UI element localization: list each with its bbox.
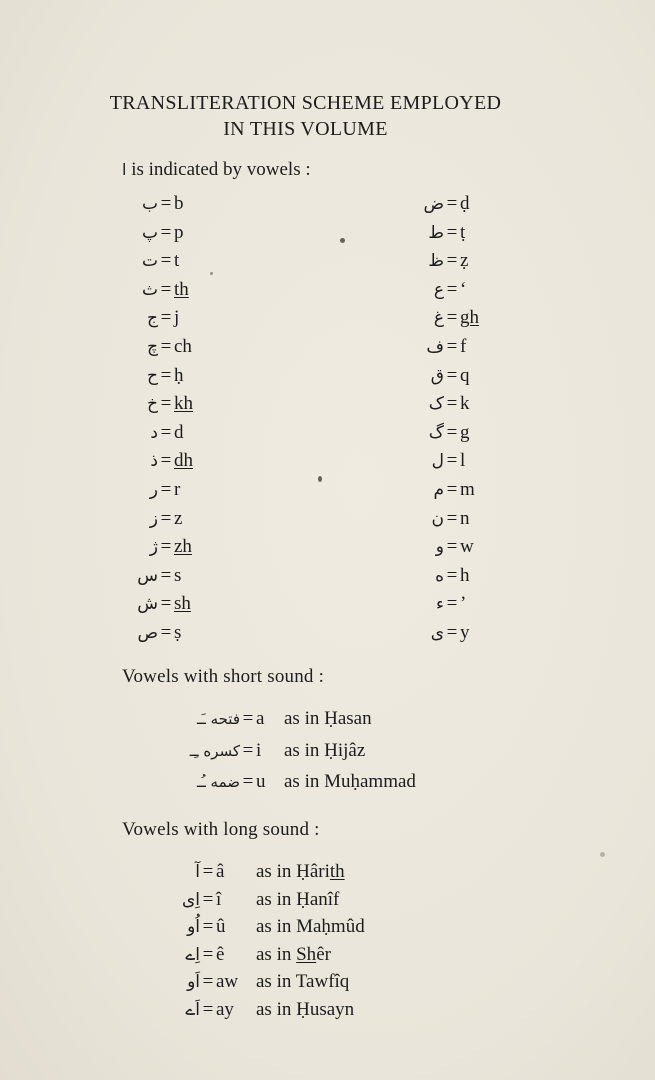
short-vowels-heading: Vowels with short sound : [122,666,325,687]
equals-sign: = [160,393,172,415]
consonant-row [118,507,182,531]
paper-speck [600,852,605,857]
latin-transliteration: th [174,278,189,300]
latin-transliteration: q [460,364,470,386]
consonant-row [404,621,470,645]
arabic-letter: س [137,565,158,586]
consonant-row [118,306,179,330]
long-vowel-row [150,859,345,885]
latin-transliteration: b [174,193,184,214]
paper-speck [318,476,322,482]
equals-sign: = [446,307,458,329]
example-word [284,769,416,795]
consonant-row [118,449,193,473]
latin-transliteration: j [174,307,180,329]
arabic-letter: ذ [150,451,158,472]
consonant-row [404,507,470,531]
arabic-vowel-name: ضمه ـُـ [196,773,240,791]
equals-sign: = [202,888,214,910]
alef-note-text: is indicated by vowels : [131,159,311,180]
arabic-vowel: اِی [181,889,200,910]
equals-sign: = [242,708,254,729]
consonant-row [118,335,192,359]
equals-sign: = [446,221,458,243]
arabic-letter: ه [435,565,444,586]
latin-transliteration: ḥ [174,364,184,386]
latin-transliteration: y [460,622,470,643]
equals-sign: = [160,507,172,529]
latin-transliteration: s [174,564,182,586]
example-word [256,859,345,885]
paper-speck [210,272,213,275]
equals-sign: = [160,593,172,615]
arabic-letter: ج [147,308,158,329]
consonant-row [404,535,474,559]
arabic-vowel: اُو [187,917,200,938]
example-text-underlined: Sh [296,943,317,965]
short-vowel-row [150,769,416,795]
example-text-after: êr [316,943,331,965]
equals-sign: = [446,564,458,586]
latin-vowel: ê [216,943,225,965]
latin-transliteration: ṭ [460,221,466,243]
equals-sign: = [446,507,458,529]
equals-sign: = [446,336,458,357]
arabic-letter: ء [436,594,444,615]
latin-vowel: ay [216,999,234,1020]
latin-transliteration: ‘ [460,278,467,300]
arabic-vowel: اَے [185,1000,200,1020]
equals-sign: = [242,739,254,761]
example-prefix: as in [256,861,297,882]
latin-vowel: û [216,916,226,938]
latin-vowel: u [256,771,266,792]
short-vowel-row [150,738,365,764]
consonant-row [118,278,189,302]
equals-sign: = [202,943,214,965]
example-text: Ḥasan [324,708,372,729]
equals-sign: = [202,971,214,993]
example-prefix: as in [256,971,296,993]
arabic-letter: ل [431,451,444,472]
equals-sign: = [202,861,214,882]
latin-transliteration: l [460,450,466,472]
example-prefix: as in [256,943,297,965]
latin-vowel: a [256,708,265,729]
short-vowel-row [150,706,372,732]
alef-letter: ا [122,160,127,179]
equals-sign: = [446,450,458,472]
arabic-letter: و [435,537,444,558]
equals-sign: = [446,278,458,300]
latin-transliteration: z [174,507,183,529]
latin-transliteration: ’ [460,593,467,615]
example-text: Maḥmûd [296,916,365,938]
equals-sign: = [446,536,458,558]
latin-transliteration: k [460,393,470,415]
example-text: Ḥusayn [296,999,355,1020]
equals-sign: = [160,364,172,386]
consonant-row [404,192,470,216]
equals-sign: = [160,536,172,558]
arabic-letter: ی [430,623,444,643]
equals-sign: = [160,450,172,472]
consonant-row [118,392,193,416]
equals-sign: = [160,278,172,300]
long-vowel-row [150,942,331,968]
latin-transliteration: dh [174,450,193,472]
arabic-letter: ص [137,623,158,643]
arabic-letter: گ [428,422,444,443]
consonant-row [404,221,465,245]
arabic-letter: ث [141,279,158,300]
arabic-letter: غ [433,308,444,329]
consonant-row [404,335,466,359]
long-vowels-heading: Vowels with long sound : [122,819,320,840]
equals-sign: = [202,999,214,1020]
example-text: Ḥijâz [324,739,366,761]
equals-sign: = [446,593,458,615]
equals-sign: = [160,479,172,500]
latin-transliteration: t [174,250,180,272]
arabic-vowel-name: فتحه ـَـ [197,710,240,728]
arabic-letter: خ [147,394,158,415]
arabic-letter: د [150,422,158,443]
example-word [256,969,349,995]
latin-transliteration: ḍ [460,193,470,214]
consonant-row [118,221,184,245]
arabic-vowel-name: كسره ـِـ [189,741,240,760]
consonant-row [404,364,470,388]
equals-sign: = [446,622,458,643]
consonant-row [404,478,475,502]
latin-transliteration: m [460,479,475,500]
consonant-row [118,564,181,588]
consonant-row [118,421,184,445]
latin-transliteration: ch [174,336,192,357]
latin-vowel: i [256,739,262,761]
latin-transliteration: w [460,536,474,558]
example-prefix: as in [256,999,297,1020]
arabic-letter: ط [428,222,444,243]
latin-transliteration: sh [174,593,191,615]
arabic-letter: ب [141,194,158,214]
consonant-row [404,278,466,302]
latin-transliteration: g [460,421,470,443]
arabic-letter: ک [428,394,444,415]
arabic-vowel: اِے [185,944,200,965]
example-word [256,997,354,1023]
example-word [256,942,331,968]
consonant-row [404,564,470,588]
arabic-letter: ح [147,365,158,386]
equals-sign: = [446,250,458,272]
equals-sign: = [202,916,214,938]
example-prefix: as in [284,708,325,729]
long-vowel-row [150,969,349,995]
example-word [256,887,339,913]
example-prefix: as in [284,739,325,761]
paper-speck [340,238,345,243]
example-text: Ḥâri [296,861,330,882]
page-title: TRANSLITERATION SCHEME EMPLOYED [109,92,502,114]
arabic-letter: ع [433,279,444,300]
arabic-letter: م [433,480,444,500]
arabic-letter: ظ [428,251,444,272]
latin-transliteration: ṣ [174,622,182,643]
latin-transliteration: f [460,336,467,357]
consonant-row [118,592,191,616]
latin-transliteration: ẓ [460,250,469,272]
example-text: Ḥanîf [296,888,340,910]
consonant-row [118,192,184,216]
arabic-letter: ف [426,337,444,357]
example-word [284,738,365,764]
latin-transliteration: d [174,421,184,443]
example-word [256,914,365,940]
alef-note [122,159,311,181]
consonant-row [404,449,465,473]
latin-transliteration: kh [174,393,193,415]
latin-transliteration: p [174,221,184,243]
equals-sign: = [160,421,172,443]
consonant-row [118,249,179,273]
equals-sign: = [160,250,172,272]
equals-sign: = [160,622,172,643]
consonant-row [118,364,184,388]
long-vowel-row [150,997,354,1023]
page-title-line2: IN THIS VOLUME [223,118,388,140]
equals-sign: = [446,479,458,500]
arabic-letter: ن [431,508,444,529]
example-prefix: as in [256,888,297,910]
example-word [284,706,372,732]
arabic-letter: پ [141,222,158,243]
consonant-row [118,535,192,559]
consonant-row [118,621,181,645]
consonant-row [404,592,466,616]
long-vowel-row [150,914,365,940]
latin-vowel: aw [216,971,239,993]
arabic-vowel: اَو [187,972,200,993]
equals-sign: = [160,221,172,243]
arabic-letter: چ [147,337,158,357]
equals-sign: = [446,364,458,386]
equals-sign: = [160,336,172,357]
latin-transliteration: gh [460,307,479,329]
arabic-letter: ق [430,365,444,386]
equals-sign: = [446,393,458,415]
latin-transliteration: n [460,507,470,529]
equals-sign: = [242,771,254,792]
equals-sign: = [160,193,172,214]
arabic-letter: ژ [149,537,158,558]
example-prefix: as in [284,771,325,792]
latin-vowel: â [216,861,225,882]
arabic-letter: ض [423,194,444,214]
equals-sign: = [160,307,172,329]
arabic-vowel: آ [195,862,200,882]
arabic-letter: ز [149,508,158,529]
arabic-letter: ر [149,480,158,500]
consonant-row [404,306,479,330]
arabic-letter: ش [137,594,158,615]
example-text: Muḥammad [324,771,416,792]
example-prefix: as in [256,916,297,938]
long-vowel-row [150,887,339,913]
consonant-row [404,249,468,273]
equals-sign: = [446,193,458,214]
consonant-row [118,478,180,502]
equals-sign: = [446,421,458,443]
latin-vowel: î [216,888,222,910]
equals-sign: = [160,564,172,586]
latin-transliteration: zh [174,536,192,558]
consonant-row [404,421,470,445]
example-text-underlined: th [329,861,345,882]
example-text: Tawfîq [295,971,350,993]
arabic-letter: ت [141,251,158,272]
latin-transliteration: r [174,479,181,500]
latin-transliteration: h [460,564,470,586]
consonant-row [404,392,470,416]
